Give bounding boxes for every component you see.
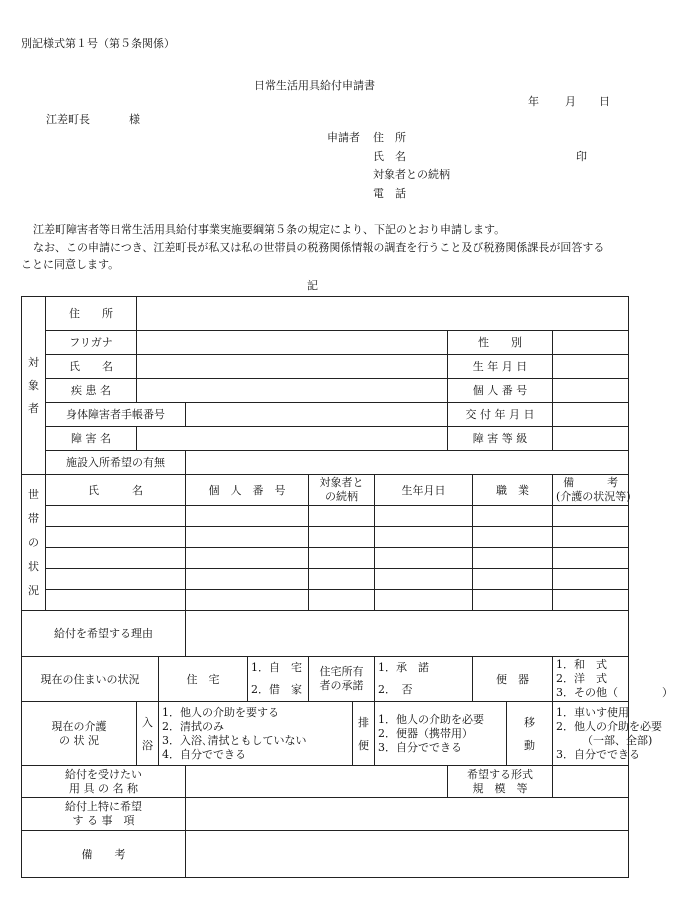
household-cell[interactable] — [186, 548, 309, 569]
reason-label: 給付を希望する理由 — [22, 611, 186, 657]
subject-handbook-label: 身体障害者手帳番号 — [46, 403, 186, 427]
applicant-address-label: 住 所 — [373, 131, 406, 144]
subject-address-field[interactable] — [137, 297, 629, 331]
household-cell[interactable] — [553, 548, 629, 569]
subject-row-handbook — [22, 403, 629, 427]
owner-consent-options: 1．承 諾 2． 否 — [375, 657, 473, 702]
household-row — [22, 548, 629, 569]
household-cell[interactable] — [375, 569, 473, 590]
household-col-relation: 対象者と の続柄 — [309, 475, 375, 506]
equipment-name-row — [22, 766, 629, 798]
care-row — [22, 702, 629, 766]
remarks-label: 備 考 — [22, 831, 186, 878]
subject-name-label: 氏 名 — [46, 355, 137, 379]
toilet-label: 便 器 — [473, 657, 553, 702]
household-row — [22, 506, 629, 527]
equipment-spec-field[interactable] — [553, 766, 629, 798]
house-type-label: 住 宅 — [159, 657, 248, 702]
form-title: 日常生活用具給付申請書 — [254, 79, 375, 92]
subject-facility-label: 施設入所希望の有無 — [46, 451, 186, 475]
subject-disability-label: 障 害 名 — [46, 427, 137, 451]
household-row — [22, 569, 629, 590]
subject-birthdate-label: 生 年 月 日 — [448, 355, 553, 379]
owner-consent-label: 住宅所有 者の承諾 — [309, 657, 375, 702]
equipment-name-label: 給付を受けたい 用 具 の 名 称 — [22, 766, 186, 798]
subject-handbook-field[interactable] — [186, 403, 448, 427]
honorific: 様 — [129, 113, 140, 126]
toilet-options: 1．和 式 2．洋 式 3．その他（ ） — [553, 657, 629, 702]
household-cell[interactable] — [473, 590, 553, 611]
bath-options: 1．他人の介助を要する 2．清拭のみ 3．入浴､清拭ともしていない 4．自分でできる — [159, 702, 353, 766]
household-col-birthdate: 生年月日 — [375, 475, 473, 506]
subject-grade-field[interactable] — [553, 427, 629, 451]
household-cell[interactable] — [553, 569, 629, 590]
household-cell[interactable] — [309, 506, 375, 527]
household-cell[interactable] — [473, 506, 553, 527]
household-cell[interactable] — [553, 506, 629, 527]
subject-gender-label: 性 別 — [448, 331, 553, 355]
subject-facility-field[interactable] — [186, 451, 629, 475]
household-cell[interactable] — [186, 590, 309, 611]
mobility-options: 1．車いす使用 2．他人の介助を必要 （一部、全部) 3．自分でできる — [553, 702, 629, 766]
household-cell[interactable] — [473, 527, 553, 548]
household-cell[interactable] — [375, 548, 473, 569]
ki-mark: 記 — [307, 279, 318, 292]
special-request-label: 給付上特に希望 す る 事 項 — [22, 798, 186, 831]
household-cell[interactable] — [375, 527, 473, 548]
subject-row-facility — [22, 451, 629, 475]
seal-mark: 印 — [576, 150, 587, 163]
applicant-label: 申請者 — [327, 131, 360, 144]
household-cell[interactable] — [309, 527, 375, 548]
household-cell[interactable] — [186, 527, 309, 548]
equipment-name-field[interactable] — [186, 766, 448, 798]
household-cell[interactable] — [309, 590, 375, 611]
household-cell[interactable] — [309, 569, 375, 590]
household-cell[interactable] — [186, 569, 309, 590]
subject-name-field[interactable] — [137, 355, 448, 379]
body-paragraph-2: なお、この申請につき、江差町長が私又は私の世帯員の税務関係情報の調査を行うこと及び税務関係課長が回答することに同意します。 — [21, 241, 605, 271]
household-cell[interactable] — [46, 506, 186, 527]
household-cell[interactable] — [309, 548, 375, 569]
household-cell[interactable] — [186, 506, 309, 527]
household-cell[interactable] — [375, 506, 473, 527]
subject-furigana-field[interactable] — [137, 331, 448, 355]
excretion-options: 1．他人の介助を必要 2．便器（携帯用） 3．自分でできる — [375, 702, 507, 766]
household-cell[interactable] — [473, 548, 553, 569]
addressee: 江差町長 — [46, 113, 90, 126]
subject-personal-number-field[interactable] — [553, 379, 629, 403]
household-col-name: 氏 名 — [46, 475, 186, 506]
household-cell[interactable] — [375, 590, 473, 611]
subject-side-label: 対 象 者 — [22, 297, 46, 475]
household-cell[interactable] — [473, 569, 553, 590]
date-month: 月 — [565, 95, 576, 108]
household-cell[interactable] — [46, 590, 186, 611]
remarks-field[interactable] — [186, 831, 629, 878]
special-request-row — [22, 798, 629, 831]
date-day: 日 — [599, 95, 610, 108]
subject-row-disability — [22, 427, 629, 451]
house-type-options: 1．自 宅 2．借 家 — [248, 657, 309, 702]
reason-row — [22, 611, 629, 657]
special-request-field[interactable] — [186, 798, 629, 831]
household-header-row — [22, 475, 629, 506]
household-cell[interactable] — [46, 548, 186, 569]
household-col-number: 個 人 番 号 — [186, 475, 309, 506]
applicant-relation-label: 対象者との続柄 — [373, 168, 450, 181]
mobility-label: 移 動 — [507, 702, 553, 766]
subject-gender-field[interactable] — [553, 331, 629, 355]
subject-grade-label: 障 害 等 級 — [448, 427, 553, 451]
subject-personal-number-label: 個 人 番 号 — [448, 379, 553, 403]
household-row — [22, 527, 629, 548]
bath-label: 入 浴 — [137, 702, 159, 766]
equipment-spec-label: 希望する形式 規 模 等 — [448, 766, 553, 798]
household-cell[interactable] — [46, 569, 186, 590]
subject-row-name — [22, 355, 629, 379]
excretion-label: 排 便 — [353, 702, 375, 766]
date-year: 年 — [528, 95, 539, 108]
subject-furigana-label: フリガナ — [46, 331, 137, 355]
subject-disease-label: 疾 患 名 — [46, 379, 137, 403]
housing-label: 現在の住まいの状況 — [22, 657, 159, 702]
subject-row-disease — [22, 379, 629, 403]
household-row — [22, 590, 629, 611]
subject-row-furigana — [22, 331, 629, 355]
application-form-table — [21, 296, 673, 878]
body-paragraph-1: 江差町障害者等日常生活用具給付事業実施要綱第５条の規定により、下記のとおり申請します。 — [33, 223, 506, 236]
household-cell[interactable] — [46, 527, 186, 548]
household-side-label: 世 帯 の 状 況 — [22, 475, 46, 611]
subject-disability-field[interactable] — [137, 427, 448, 451]
care-label: 現在の介護 の 状 況 — [22, 702, 137, 766]
subject-address-label: 住 所 — [46, 297, 137, 331]
remarks-row — [22, 831, 629, 878]
household-cell[interactable] — [553, 527, 629, 548]
housing-row — [22, 657, 629, 702]
applicant-name-label: 氏 名 — [373, 150, 406, 163]
subject-birthdate-field[interactable] — [553, 355, 629, 379]
form-number: 別記様式第１号（第５条関係） — [21, 37, 175, 50]
subject-disease-field[interactable] — [137, 379, 448, 403]
reason-field[interactable] — [186, 611, 629, 657]
subject-issue-date-label: 交 付 年 月 日 — [448, 403, 553, 427]
household-cell[interactable] — [553, 590, 629, 611]
applicant-phone-label: 電 話 — [373, 187, 406, 200]
subject-row-address — [22, 297, 629, 331]
household-col-job: 職 業 — [473, 475, 553, 506]
household-col-remarks: 備 考 (介護の状況等) — [553, 475, 629, 506]
subject-issue-date-field[interactable] — [553, 403, 629, 427]
